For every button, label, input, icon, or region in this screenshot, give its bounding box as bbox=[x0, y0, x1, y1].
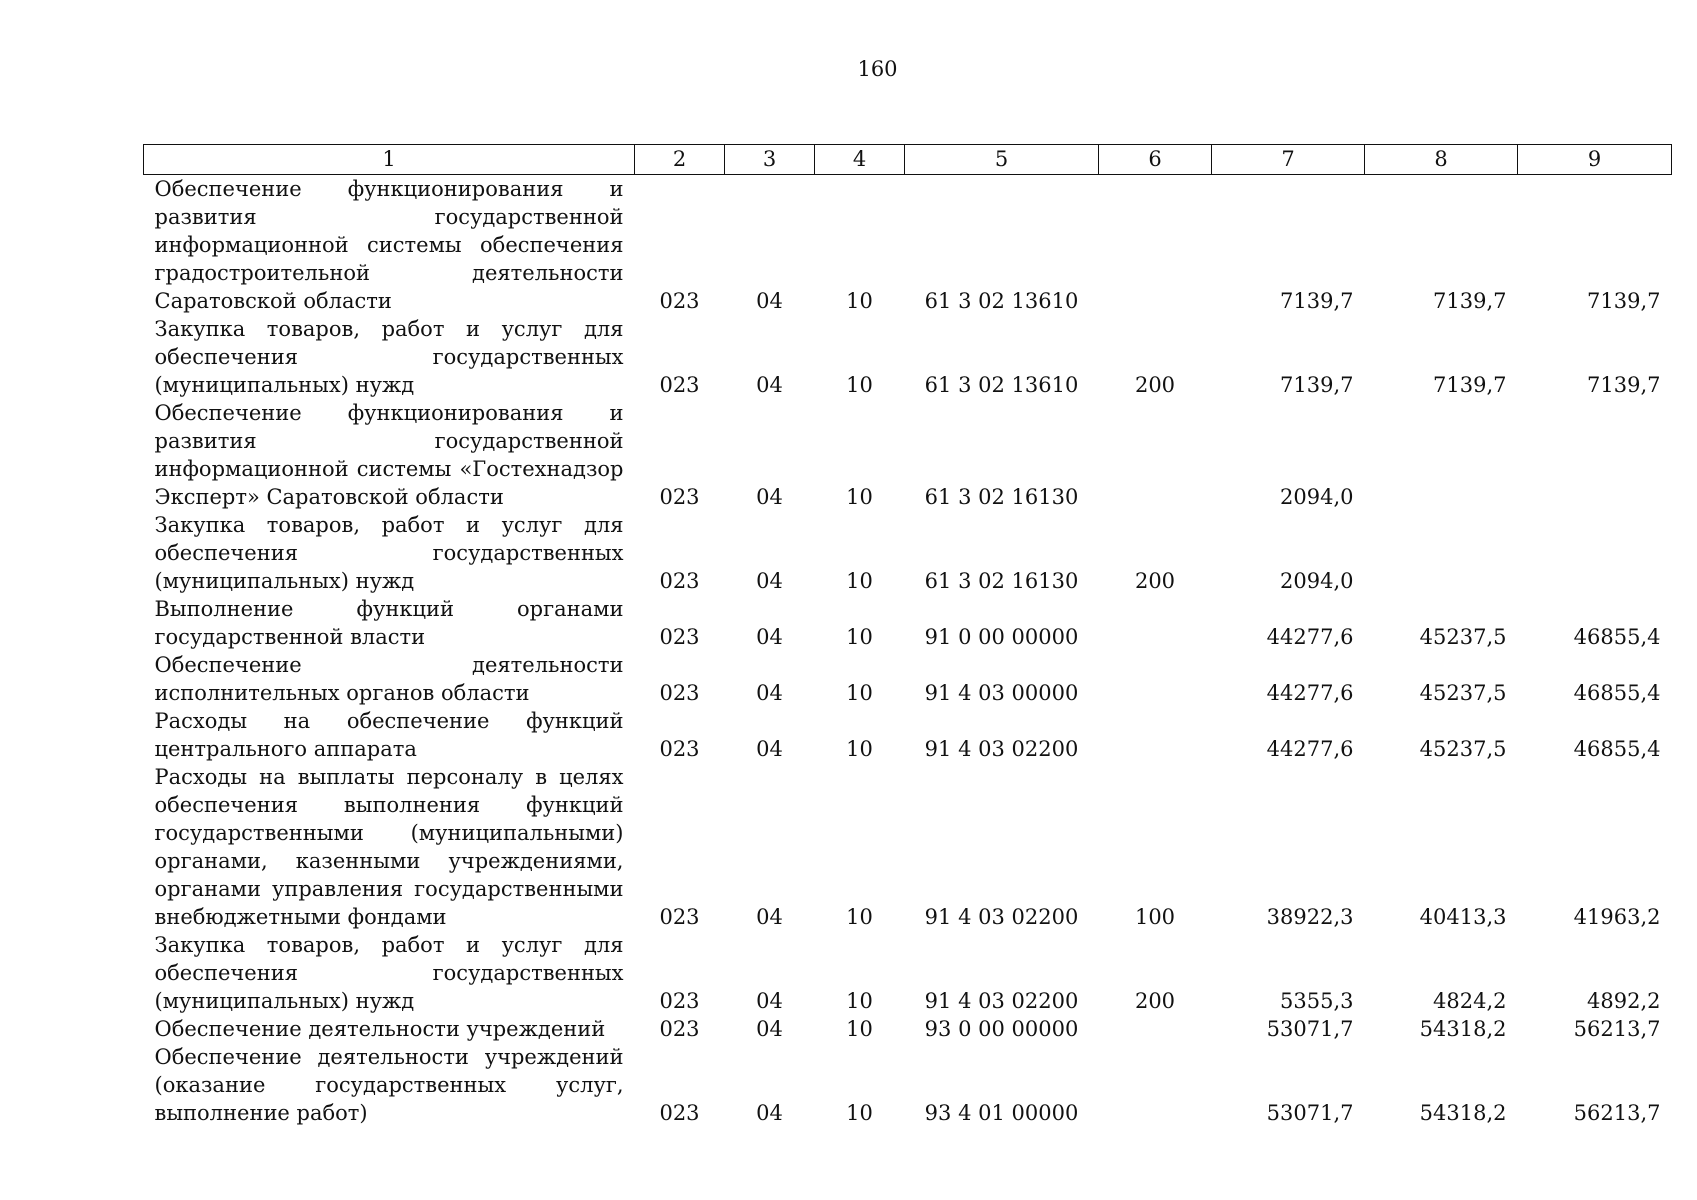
amount-col-8: 45237,5 bbox=[1419, 625, 1507, 649]
admin-code: 023 bbox=[659, 1101, 700, 1125]
admin-code: 023 bbox=[659, 905, 700, 929]
row-name: Обеспечение деятельности учреждений (оказание государственных услуг, выполнение работ) bbox=[154, 1045, 624, 1125]
section-code: 04 bbox=[756, 569, 783, 593]
amount-col-9: 46855,4 bbox=[1573, 737, 1661, 761]
amount-col-9: 46855,4 bbox=[1573, 681, 1661, 705]
table-row bbox=[144, 595, 1672, 651]
amount-col-7: 44277,6 bbox=[1266, 737, 1354, 761]
table-header bbox=[144, 145, 1672, 175]
table-row bbox=[144, 931, 1672, 1015]
subsection-code: 10 bbox=[846, 905, 873, 929]
amount-col-8: 45237,5 bbox=[1419, 737, 1507, 761]
column-header-8: 8 bbox=[1365, 145, 1518, 175]
target-article-code: 91 4 03 02200 bbox=[924, 737, 1079, 761]
subsection-code: 10 bbox=[846, 485, 873, 509]
target-article-code: 91 4 03 00000 bbox=[924, 681, 1079, 705]
amount-col-9: 46855,4 bbox=[1573, 625, 1661, 649]
expense-type-code: 200 bbox=[1134, 373, 1176, 397]
table-body bbox=[144, 175, 1672, 1128]
target-article-code: 61 3 02 13610 bbox=[924, 373, 1079, 397]
section-code: 04 bbox=[756, 737, 783, 761]
amount-col-9: 7139,7 bbox=[1587, 289, 1661, 313]
subsection-code: 10 bbox=[846, 737, 873, 761]
row-name: Закупка товаров, работ и услуг для обеспечения государственных (муниципальных) нужд bbox=[154, 317, 624, 397]
admin-code: 023 bbox=[659, 485, 700, 509]
amount-col-7: 44277,6 bbox=[1266, 681, 1354, 705]
table-row bbox=[144, 1043, 1672, 1127]
row-name: Выполнение функций органами государственной власти bbox=[154, 597, 624, 649]
amount-col-8: 40413,3 bbox=[1419, 905, 1507, 929]
row-name: Обеспечение функционирования и развития государственной информационной системы обеспечения градостроительной деятельности Саратовской области bbox=[154, 177, 624, 313]
row-name: Расходы на обеспечение функций центрального аппарата bbox=[154, 709, 624, 761]
amount-col-9: 56213,7 bbox=[1573, 1101, 1661, 1125]
section-code: 04 bbox=[756, 989, 783, 1013]
section-code: 04 bbox=[756, 289, 783, 313]
target-article-code: 61 3 02 16130 bbox=[924, 485, 1079, 509]
amount-col-9: 56213,7 bbox=[1573, 1017, 1661, 1041]
amount-col-7: 53071,7 bbox=[1266, 1017, 1354, 1041]
table-row bbox=[144, 763, 1672, 931]
target-article-code: 91 0 00 00000 bbox=[924, 625, 1079, 649]
expense-type-code: 100 bbox=[1134, 905, 1176, 929]
admin-code: 023 bbox=[659, 681, 700, 705]
subsection-code: 10 bbox=[846, 681, 873, 705]
amount-col-8 bbox=[1365, 511, 1518, 595]
expense-type-code bbox=[1099, 399, 1212, 511]
target-article-code: 61 3 02 16130 bbox=[924, 569, 1079, 593]
expense-type-code: 200 bbox=[1134, 989, 1176, 1013]
amount-col-8: 54318,2 bbox=[1419, 1017, 1507, 1041]
section-code: 04 bbox=[756, 905, 783, 929]
column-header-1: 1 bbox=[144, 145, 635, 175]
amount-col-7: 7139,7 bbox=[1280, 289, 1354, 313]
table-row bbox=[144, 511, 1672, 595]
admin-code: 023 bbox=[659, 1017, 700, 1041]
table-row bbox=[144, 315, 1672, 399]
subsection-code: 10 bbox=[846, 1017, 873, 1041]
amount-col-8: 4824,2 bbox=[1433, 989, 1507, 1013]
target-article-code: 93 4 01 00000 bbox=[924, 1101, 1079, 1125]
amount-col-7: 5355,3 bbox=[1280, 989, 1354, 1013]
target-article-code: 61 3 02 13610 bbox=[924, 289, 1079, 313]
admin-code: 023 bbox=[659, 989, 700, 1013]
expense-type-code bbox=[1099, 595, 1212, 651]
admin-code: 023 bbox=[659, 737, 700, 761]
subsection-code: 10 bbox=[846, 1101, 873, 1125]
section-code: 04 bbox=[756, 373, 783, 397]
admin-code: 023 bbox=[659, 373, 700, 397]
amount-col-7: 38922,3 bbox=[1266, 905, 1354, 929]
target-article-code: 91 4 03 02200 bbox=[924, 989, 1079, 1013]
page-number: 160 bbox=[857, 57, 898, 81]
table-row bbox=[144, 651, 1672, 707]
amount-col-8: 54318,2 bbox=[1419, 1101, 1507, 1125]
row-name: Закупка товаров, работ и услуг для обеспечения государственных (муниципальных) нужд bbox=[154, 513, 624, 593]
expense-type-code: 200 bbox=[1134, 569, 1176, 593]
admin-code: 023 bbox=[659, 289, 700, 313]
row-name: Обеспечение функционирования и развития государственной информационной системы «Гостехнадзор Эксперт» Саратовской области bbox=[154, 401, 624, 509]
subsection-code: 10 bbox=[846, 989, 873, 1013]
row-name: Обеспечение деятельности исполнительных органов области bbox=[154, 653, 624, 705]
section-code: 04 bbox=[756, 1017, 783, 1041]
expense-type-code bbox=[1099, 1043, 1212, 1127]
target-article-code: 93 0 00 00000 bbox=[924, 1017, 1079, 1041]
amount-col-8 bbox=[1365, 399, 1518, 511]
table-row bbox=[144, 1015, 1672, 1043]
amount-col-7: 2094,0 bbox=[1280, 569, 1354, 593]
row-name: Обеспечение деятельности учреждений bbox=[154, 1017, 606, 1041]
expense-type-code bbox=[1099, 1015, 1212, 1043]
amount-col-7: 44277,6 bbox=[1266, 625, 1354, 649]
amount-col-8: 45237,5 bbox=[1419, 681, 1507, 705]
section-code: 04 bbox=[756, 681, 783, 705]
amount-col-9: 4892,2 bbox=[1587, 989, 1661, 1013]
amount-col-7: 53071,7 bbox=[1266, 1101, 1354, 1125]
amount-col-7: 7139,7 bbox=[1280, 373, 1354, 397]
column-header-7: 7 bbox=[1212, 145, 1365, 175]
amount-col-8: 7139,7 bbox=[1433, 373, 1507, 397]
column-header-5: 5 bbox=[905, 145, 1099, 175]
row-name: Закупка товаров, работ и услуг для обеспечения государственных (муниципальных) нужд bbox=[154, 933, 624, 1013]
budget-table bbox=[143, 144, 1672, 1127]
subsection-code: 10 bbox=[846, 569, 873, 593]
header-row bbox=[144, 145, 1672, 175]
expense-type-code bbox=[1099, 651, 1212, 707]
amount-col-9 bbox=[1518, 399, 1672, 511]
amount-col-9 bbox=[1518, 511, 1672, 595]
column-header-4: 4 bbox=[815, 145, 905, 175]
amount-col-9: 41963,2 bbox=[1573, 905, 1661, 929]
subsection-code: 10 bbox=[846, 289, 873, 313]
section-code: 04 bbox=[756, 485, 783, 509]
column-header-9: 9 bbox=[1518, 145, 1672, 175]
expense-type-code bbox=[1099, 707, 1212, 763]
admin-code: 023 bbox=[659, 625, 700, 649]
table-row bbox=[144, 175, 1672, 316]
table-row bbox=[144, 399, 1672, 511]
column-header-6: 6 bbox=[1099, 145, 1212, 175]
table-row bbox=[144, 707, 1672, 763]
section-code: 04 bbox=[756, 1101, 783, 1125]
column-header-2: 2 bbox=[635, 145, 725, 175]
amount-col-7: 2094,0 bbox=[1280, 485, 1354, 509]
amount-col-8: 7139,7 bbox=[1433, 289, 1507, 313]
amount-col-9: 7139,7 bbox=[1587, 373, 1661, 397]
target-article-code: 91 4 03 02200 bbox=[924, 905, 1079, 929]
subsection-code: 10 bbox=[846, 625, 873, 649]
column-header-3: 3 bbox=[725, 145, 815, 175]
subsection-code: 10 bbox=[846, 373, 873, 397]
expense-type-code bbox=[1099, 175, 1212, 316]
row-name: Расходы на выплаты персоналу в целях обеспечения выполнения функций государственными (муниципальными) органами, казенными учреждениями, органами управления государственными внебюджетными фондами bbox=[154, 765, 624, 929]
admin-code: 023 bbox=[659, 569, 700, 593]
section-code: 04 bbox=[756, 625, 783, 649]
